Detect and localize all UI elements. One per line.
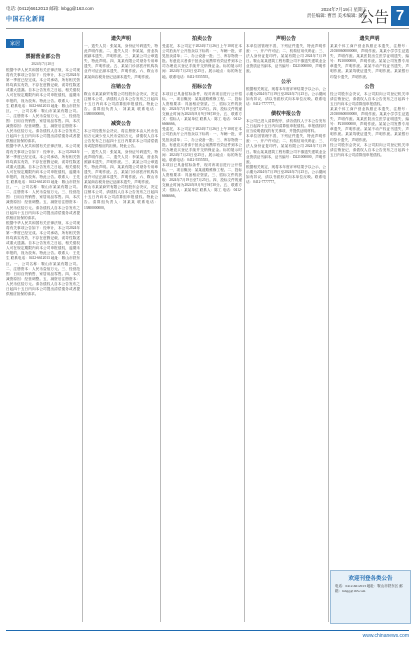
notice-body: 本公司已进入清算程序，请各债权人于本公告发布之日起四十五日内向清算组申报债权。申报债权时应当说明债权的有关事项，并提供证明材料。 (246, 118, 326, 134)
column-3 (162, 32, 242, 622)
page-number: 7 (391, 6, 409, 26)
notice-date: 2024年7月20日 (31, 62, 55, 66)
column-divider (244, 32, 245, 622)
notice-body-repeat: 受委托，本公司定于2024年7月26日上午10时在本公司拍卖厅公开拍卖以下标的：一、车辆一批，详见拍卖清单；二、办公设备一批；三、库存物资一批。有意竞买者请于拍卖会前携带有效证件到本公司办理竞买登记手续并交纳保证金。标的展示时间：2024年7月23日至25日。展示地点：标的所在地。联系电话：0412-5555555。 (162, 127, 242, 162)
notice-body: 本公司经股东会决议，将注册资本由人民币伍佰万元减少至人民币壹佰万元，请债权人自本公告发布之日起四十五日内要求本公司清偿债务或提供相应的担保。特此公告。 (84, 129, 158, 149)
column-5 (330, 32, 409, 567)
masthead (6, 6, 409, 29)
notice-body: 某某个体工商户营业执照正本遗失，注册号：210300600000000，声明作废。某某小学学生证遗失，声明作废。某某医院出生医学证明遗失，编号：P210000000，声明作废。某某公司发票专用章遗失，声明作废。某某不动产权证书遗失，声明作废。某某驾驶证遗失，声明作废。某某银行印鉴卡遗失，声明作废。 (330, 44, 409, 79)
notice-body-repeat: 根据相关规定，现将本年度评审结果予以公示，公示期为2024年7月19日至2024年7月25日。公示期间如有异议，请以书面形式向本单位反映。联系电话：0412-7777777。 (246, 164, 326, 185)
editor-line: 责任编辑: 曹晋 美术编辑: 龚正 (306, 13, 367, 18)
advertising-body: 电话：0412-6612013 地址：鞍山市铁东区 邮箱：lnbgg@163.com (335, 584, 403, 593)
notice-heading: 拍卖公告 (191, 36, 212, 42)
section-tag: 家居 (6, 39, 24, 48)
issue-date (307, 7, 367, 19)
column-divider (82, 32, 83, 622)
notice-body: 经公司股东会决议，本公司拟向公司登记机关申请注销登记，请债权人自本公告发布之日起四十五日内向本公司清算组申报债权。 (330, 91, 409, 106)
notice-heading: 票据营业部公告 (25, 54, 61, 60)
notice-heading: 遗失声明 (110, 36, 131, 42)
notice-body-repeat: 根据中华人民共和国有关法律法规，本公司现将有关事项公告如下：经审计，本公司2024年第一季度已经完成。本公司承诺，所有相关资料均真实有效，不存在虚假记载、误导性陈述或重大遗漏。自本公告发布之日起，相关债权人可在规定期限内向本公司申报债权，逾期未申报的，视为放弃。特此公告。联系人：王先生 联系电话：0412-6612013 地址：鞍山市铁东区。一、公司名称：鞍山市某某有限公司。二、注册资本：人民币壹佰万元。三、经营范围：日用百货销售、家居用品零售。四、本次减资原因：经营调整。五、减资后注册资本：人民币伍拾万元。请各债权人自本公告发布之日起四十五日内向本公司提出清偿债务或者提供相应担保的请求。 (6, 144, 80, 220)
page-footer (6, 630, 409, 643)
column-4 (246, 32, 326, 622)
issue-date-line: 2024年7月19日 星期五 (321, 7, 367, 12)
notice-body: 本项目已具备招标条件，现对该项目进行公开招标。一、项目概况：某某道路维修工程。二、投标人资格要求：具备相应资质。三、招标文件的获取：2024年7月19日至7月25日。四、投标文件的递交截止时间为2024年8月9日9时30分。五、联系方式：招标人：某某单位 联系人：陈工 电话：0412-6666666。 (162, 91, 242, 127)
section-title: 公告 (358, 9, 389, 26)
notice-heading: 声明公告 (275, 36, 296, 42)
notice-body-repeat: 某某个体工商户营业执照正本遗失，注册号：210300600000000，声明作废。某某小学学生证遗失，声明作废。某某医院出生医学证明遗失，编号：P210000000，声明作废。某某公司发票专用章遗失，声明作废。某某不动产权证书遗失，声明作废。某某驾驶证遗失，声明作废。某某银行印鉴卡遗失，声明作废。 (330, 106, 409, 142)
contact-info: 电话: (0412)6612013 邮箱: lnbgg@163.com (6, 6, 94, 11)
notice-body-repeat: 经公司股东会决议，本公司拟向公司登记机关申请注销登记，请债权人自本公告发布之日起四十五日内向本公司清算组申报债权。 (330, 142, 409, 157)
notice-heading: 注销公告 (110, 83, 131, 90)
column-divider (328, 32, 329, 622)
footer-url: www.chinanews.com (362, 633, 409, 639)
notice-body: 根据相关规定，现将本年度评审结果予以公示，公示期为2024年7月19日至2024年7月25日。公示期间如有异议，请以书面形式向本单位反映。联系电话：0412-7777777。 (246, 86, 326, 106)
notice-body-repeat: 本单位因管理不善，下列证件遗失，特此声明作废：一、开户许可证；二、机构信用代码证；三、法人身份证复印件。某某有限公司 2024年7月19日。鞍山某某建筑工程有限公司不慎遗失建筑业企业资质证书副本，证书编号：D221000000，声明作废。 (246, 134, 326, 164)
newspaper-logo: 中国石化新闻 (6, 17, 46, 23)
column-divider (160, 32, 161, 622)
notice-heading: 公告 (364, 83, 375, 90)
notice-body: 受委托，本公司定于2024年7月26日上午10时在本公司拍卖厅公开拍卖以下标的：一、车辆一批，详见拍卖清单；二、办公设备一批；三、库存物资一批。有意竞买者请于拍卖会前携带有效证件到本公司办理竞买登记手续并交纳保证金。标的展示时间：2024年7月23日至25日。展示地点：标的所在地。联系电话：0412-5555555。 (162, 44, 242, 79)
advertising-heading: 欢迎刊登各类公告 (348, 576, 393, 582)
notice-body: 本单位因管理不善，下列证件遗失，特此声明作废：一、开户许可证；二、机构信用代码证；三、法人身份证复印件。某某有限公司 2024年7月19日。鞍山某某建筑工程有限公司不慎遗失建筑业企业资质证书副本，证书编号：D221000000，声明作废。 (246, 44, 326, 74)
advertising-box (330, 570, 411, 624)
notice-body: 根据中华人民共和国有关法律法规，本公司现将有关事项公告如下：经审计，本公司2024年第一季度已经完成。本公司承诺，所有相关资料均真实有效，不存在虚假记载、误导性陈述或重大遗漏。自本公告发布之日起，相关债权人可在规定期限内向本公司申报债权，逾期未申报的，视为放弃。特此公告。联系人：王先生 联系电话：0412-6612013 地址：鞍山市铁东区。一、公司名称：鞍山市某某有限公司。二、注册资本：人民币壹佰万元。三、经营范围：日用百货销售、家居用品零售。四、本次减资原因：经营调整。五、减资后注册资本：人民币伍拾万元。请各债权人自本公告发布之日起四十五日内向本公司提出清偿债务或者提供相应担保的请求。 (6, 68, 80, 144)
column-2 (84, 32, 158, 622)
notice-body-repeat: 本项目已具备招标条件，现对该项目进行公开招标。一、项目概况：某某道路维修工程。二、投标人资格要求：具备相应资质。三、招标文件的获取：2024年7月19日至7月25日。四、投标文件的递交截止时间为2024年8月9日9时30分。五、联系方式：招标人：某某单位 联系人：陈工 电话：0412-6666666。 (162, 162, 242, 198)
notice-body: 鞍山市某某商贸有限公司经股东会决议，决定注销本公司，请债权人自本公告发布之日起四十五日内向本公司清算组申报债权。特此公告。清算组负责人：刘某某 联系电话：13800000000。 (84, 91, 158, 117)
column-1 (6, 32, 80, 622)
notice-body-repeat: 鞍山市某某商贸有限公司经股东会决议，决定注销本公司，请债权人自本公告发布之日起四十五日内向本公司清算组申报债权。特此公告。清算组负责人：刘某某 联系电话：13800000000。 (84, 185, 158, 210)
notice-heading: 招标公告 (191, 83, 212, 90)
notice-heading: 债权申报公告 (270, 110, 301, 117)
notice-heading: 遗失声明 (359, 36, 380, 42)
notice-heading: 公示 (280, 78, 291, 85)
notice-body-repeat: 根据中华人民共和国有关法律法规，本公司现将有关事项公告如下：经审计，本公司2024年第一季度已经完成。本公司承诺，所有相关资料均真实有效，不存在虚假记载、误导性陈述或重大遗漏。自本公告发布之日起，相关债权人可在规定期限内向本公司申报债权，逾期未申报的，视为放弃。特此公告。联系人：王先生 联系电话：0412-6612013 地址：鞍山市铁东区。一、公司名称：鞍山市某某有限公司。二、注册资本：人民币壹佰万元。三、经营范围：日用百货销售、家居用品零售。四、本次减资原因：经营调整。五、减资后注册资本：人民币伍拾万元。请各债权人自本公告发布之日起四十五日内向本公司提出清偿债务或者提供相应担保的请求。 (6, 220, 80, 297)
notice-heading: 减资公告 (110, 121, 131, 128)
notice-body: 一、遗失人员：张某某，身份证号码遗失，特此声明作废。二、遗失人员：李某某，营业执照副本遗失，声明作废。三、某某公司公章遗失，特此声明。四、某某有限公司财务专用章遗失，声明作废。五、某某门诊部医疗机构执业许可证正副本遗失，声明作废。六、鞍山市某某商店税务登记证副本遗失，声明作废。 (84, 44, 158, 79)
notice-body-repeat: 一、遗失人员：张某某，身份证号码遗失，特此声明作废。二、遗失人员：李某某，营业执照副本遗失，声明作废。三、某某公司公章遗失，特此声明。四、某某有限公司财务专用章遗失，声明作废。五、某某门诊部医疗机构执业许可证正副本遗失，声明作废。六、鞍山市某某商店税务登记证副本遗失，声明作废。 (84, 149, 158, 185)
